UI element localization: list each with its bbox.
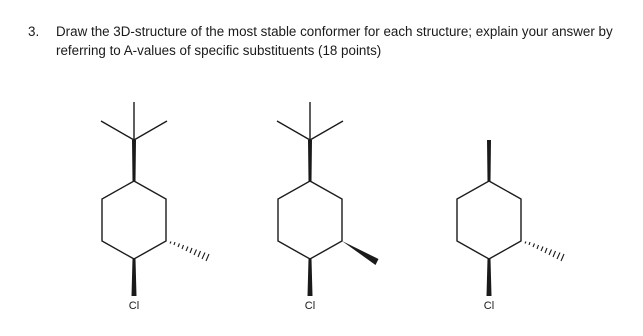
- cl-label: Cl: [483, 300, 495, 312]
- structure-3: [457, 140, 564, 312]
- cyclohexane-ring: [102, 181, 166, 259]
- cl-label: Cl: [128, 300, 140, 312]
- wedge-bond-tbutyl: [308, 140, 312, 181]
- hash-bond-methyl: [170, 242, 209, 262]
- structure-2: [277, 102, 379, 312]
- question-number: 3.: [28, 24, 40, 39]
- wedge-bond-cl: [132, 259, 137, 296]
- question-text-line1: Draw the 3D-structure of the most stable conformer for each structure; explain your answer by: [56, 24, 613, 39]
- cyclohexane-ring: [278, 181, 342, 259]
- tert-butyl-group: [101, 102, 167, 140]
- hash-bond-methyl: [525, 242, 564, 262]
- cl-label: Cl: [304, 300, 316, 312]
- wedge-bond-methyl-top: [487, 140, 491, 181]
- wedge-bond-cl: [487, 259, 492, 296]
- wedge-bond-cl: [308, 259, 313, 296]
- structure-1: [101, 102, 209, 312]
- tert-butyl-group: [277, 102, 343, 140]
- question-text-line2: referring to A-values of specific substituents (18 points): [56, 43, 382, 58]
- cyclohexane-ring: [457, 181, 521, 259]
- wedge-bond-methyl: [342, 241, 379, 265]
- wedge-bond-tbutyl: [132, 140, 136, 181]
